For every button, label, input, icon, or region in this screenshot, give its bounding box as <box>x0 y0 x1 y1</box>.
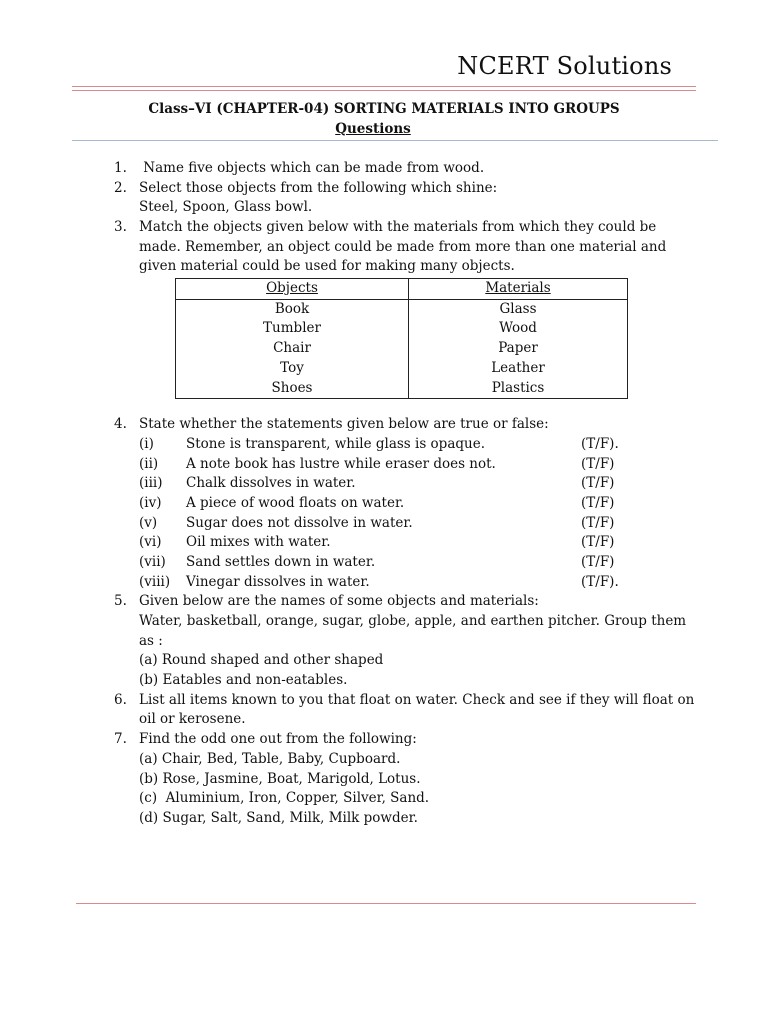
statement-label: (i) <box>139 435 154 452</box>
true-false-marker: (T/F) <box>581 534 615 551</box>
statement-label: (iii) <box>139 475 163 492</box>
questions-list <box>114 159 714 829</box>
table-cell: Wood <box>409 319 628 339</box>
matching-table <box>175 278 628 399</box>
statement-text: Vinegar dissolves in water. <box>186 573 370 590</box>
header-rule-bottom <box>72 90 696 91</box>
header-rule-top <box>72 86 696 87</box>
table-row <box>176 299 628 319</box>
question-number: 5. <box>114 593 127 610</box>
table-cell: Book <box>176 299 409 319</box>
question-5-line <box>114 671 714 691</box>
question-text: (c) Aluminium, Iron, Copper, Silver, Sand. <box>139 790 430 807</box>
question-4 <box>114 415 714 435</box>
question-5-line <box>114 651 714 671</box>
statement-text: Oil mixes with water. <box>186 534 331 551</box>
question-number: 7. <box>114 731 127 748</box>
question-3-line <box>114 238 714 258</box>
question-number: 3. <box>114 219 127 236</box>
column-header-objects: Objects <box>176 279 409 300</box>
statement-row <box>114 573 714 593</box>
statement-label: (iv) <box>139 494 162 511</box>
true-false-marker: (T/F) <box>581 455 615 472</box>
question-7 <box>114 730 714 750</box>
statement-label: (vii) <box>139 553 166 570</box>
question-text: Find the odd one out from the following: <box>139 731 417 748</box>
statement-text: Sugar does not dissolve in water. <box>186 514 413 531</box>
table-cell: Chair <box>176 339 409 359</box>
question-text: Name five objects which can be made from wood. <box>139 160 485 176</box>
true-false-marker: (T/F) <box>581 475 615 492</box>
true-false-marker: (T/F) <box>581 514 615 531</box>
true-false-marker: (T/F). <box>581 435 619 452</box>
section-divider <box>72 140 718 141</box>
question-7-line <box>114 770 714 790</box>
statement-row <box>114 514 714 534</box>
question-number: 6. <box>114 691 127 708</box>
statement-text: Chalk dissolves in water. <box>186 475 356 492</box>
question-number: 2. <box>114 179 127 196</box>
question-text: Given below are the names of some objects and materials: <box>139 593 539 610</box>
statement-text: Stone is transparent, while glass is opaque. <box>186 435 485 452</box>
question-1 <box>114 159 714 179</box>
table-row <box>176 359 628 379</box>
statement-row <box>114 494 714 514</box>
table-cell: Plastics <box>409 379 628 399</box>
question-5 <box>114 592 714 612</box>
page-subtitle: Questions <box>335 121 411 137</box>
page-title: Class–VI (CHAPTER-04) SORTING MATERIALS INTO GROUPS <box>148 101 620 117</box>
statement-text: A note book has lustre while eraser does not. <box>186 455 496 472</box>
table-row <box>176 379 628 399</box>
question-7-line <box>114 789 714 809</box>
question-5-line <box>114 612 714 632</box>
question-text: oil or kerosene. <box>139 711 246 728</box>
statement-row <box>114 533 714 553</box>
question-number: 4. <box>114 416 127 433</box>
question-2 <box>114 179 714 199</box>
question-text: (a) Chair, Bed, Table, Baby, Cupboard. <box>139 750 401 767</box>
statement-label: (ii) <box>139 455 159 472</box>
question-3 <box>114 218 714 238</box>
question-text: List all items known to you that float on water. Check and see if they will float on <box>139 691 695 708</box>
table-header-row <box>176 279 628 300</box>
question-text: State whether the statements given below are true or false: <box>139 416 549 433</box>
question-text: (b) Rose, Jasmine, Boat, Marigold, Lotus. <box>139 770 421 787</box>
question-number: 1. <box>114 160 127 176</box>
statement-row <box>114 474 714 494</box>
statement-label: (vi) <box>139 534 162 551</box>
table-cell: Paper <box>409 339 628 359</box>
column-header-materials: Materials <box>409 279 628 300</box>
statement-label: (viii) <box>139 573 171 590</box>
true-false-marker: (T/F) <box>581 494 615 511</box>
table-row <box>176 319 628 339</box>
question-3-line <box>114 257 714 277</box>
question-text: Select those objects from the following which shine: <box>139 179 498 196</box>
statement-text: Sand settles down in water. <box>186 553 376 570</box>
statement-row <box>114 455 714 475</box>
question-5-line <box>114 632 714 652</box>
question-6 <box>114 691 714 711</box>
question-text: (b) Eatables and non-eatables. <box>139 672 348 689</box>
footer-rule <box>76 903 696 904</box>
question-text: Steel, Spoon, Glass bowl. <box>139 199 313 216</box>
statement-text: A piece of wood floats on water. <box>186 494 405 511</box>
table-cell: Shoes <box>176 379 409 399</box>
question-2-options <box>114 198 714 218</box>
table-cell: Tumbler <box>176 319 409 339</box>
question-text: (d) Sugar, Salt, Sand, Milk, Milk powder. <box>139 809 418 826</box>
statement-label: (v) <box>139 514 158 531</box>
question-text: Match the objects given below with the materials from which they could be <box>139 219 657 236</box>
question-text: Water, basketball, orange, sugar, globe, apple, and earthen pitcher. Group them <box>139 613 687 629</box>
table-cell: Leather <box>409 359 628 379</box>
table-row <box>176 339 628 359</box>
question-text: as : <box>139 632 163 649</box>
statement-row <box>114 553 714 573</box>
table-cell: Glass <box>409 299 628 319</box>
statement-row <box>114 435 714 455</box>
true-false-marker: (T/F). <box>581 573 619 590</box>
brand-title: NCERT Solutions <box>457 52 672 80</box>
question-7-line <box>114 750 714 770</box>
question-text: made. Remember, an object could be made from more than one material and <box>139 238 667 255</box>
table-cell: Toy <box>176 359 409 379</box>
question-text: (a) Round shaped and other shaped <box>139 652 384 669</box>
question-7-line <box>114 809 714 829</box>
true-false-marker: (T/F) <box>581 553 615 570</box>
question-6-line <box>114 710 714 730</box>
question-text: given material could be used for making many objects. <box>139 258 515 275</box>
